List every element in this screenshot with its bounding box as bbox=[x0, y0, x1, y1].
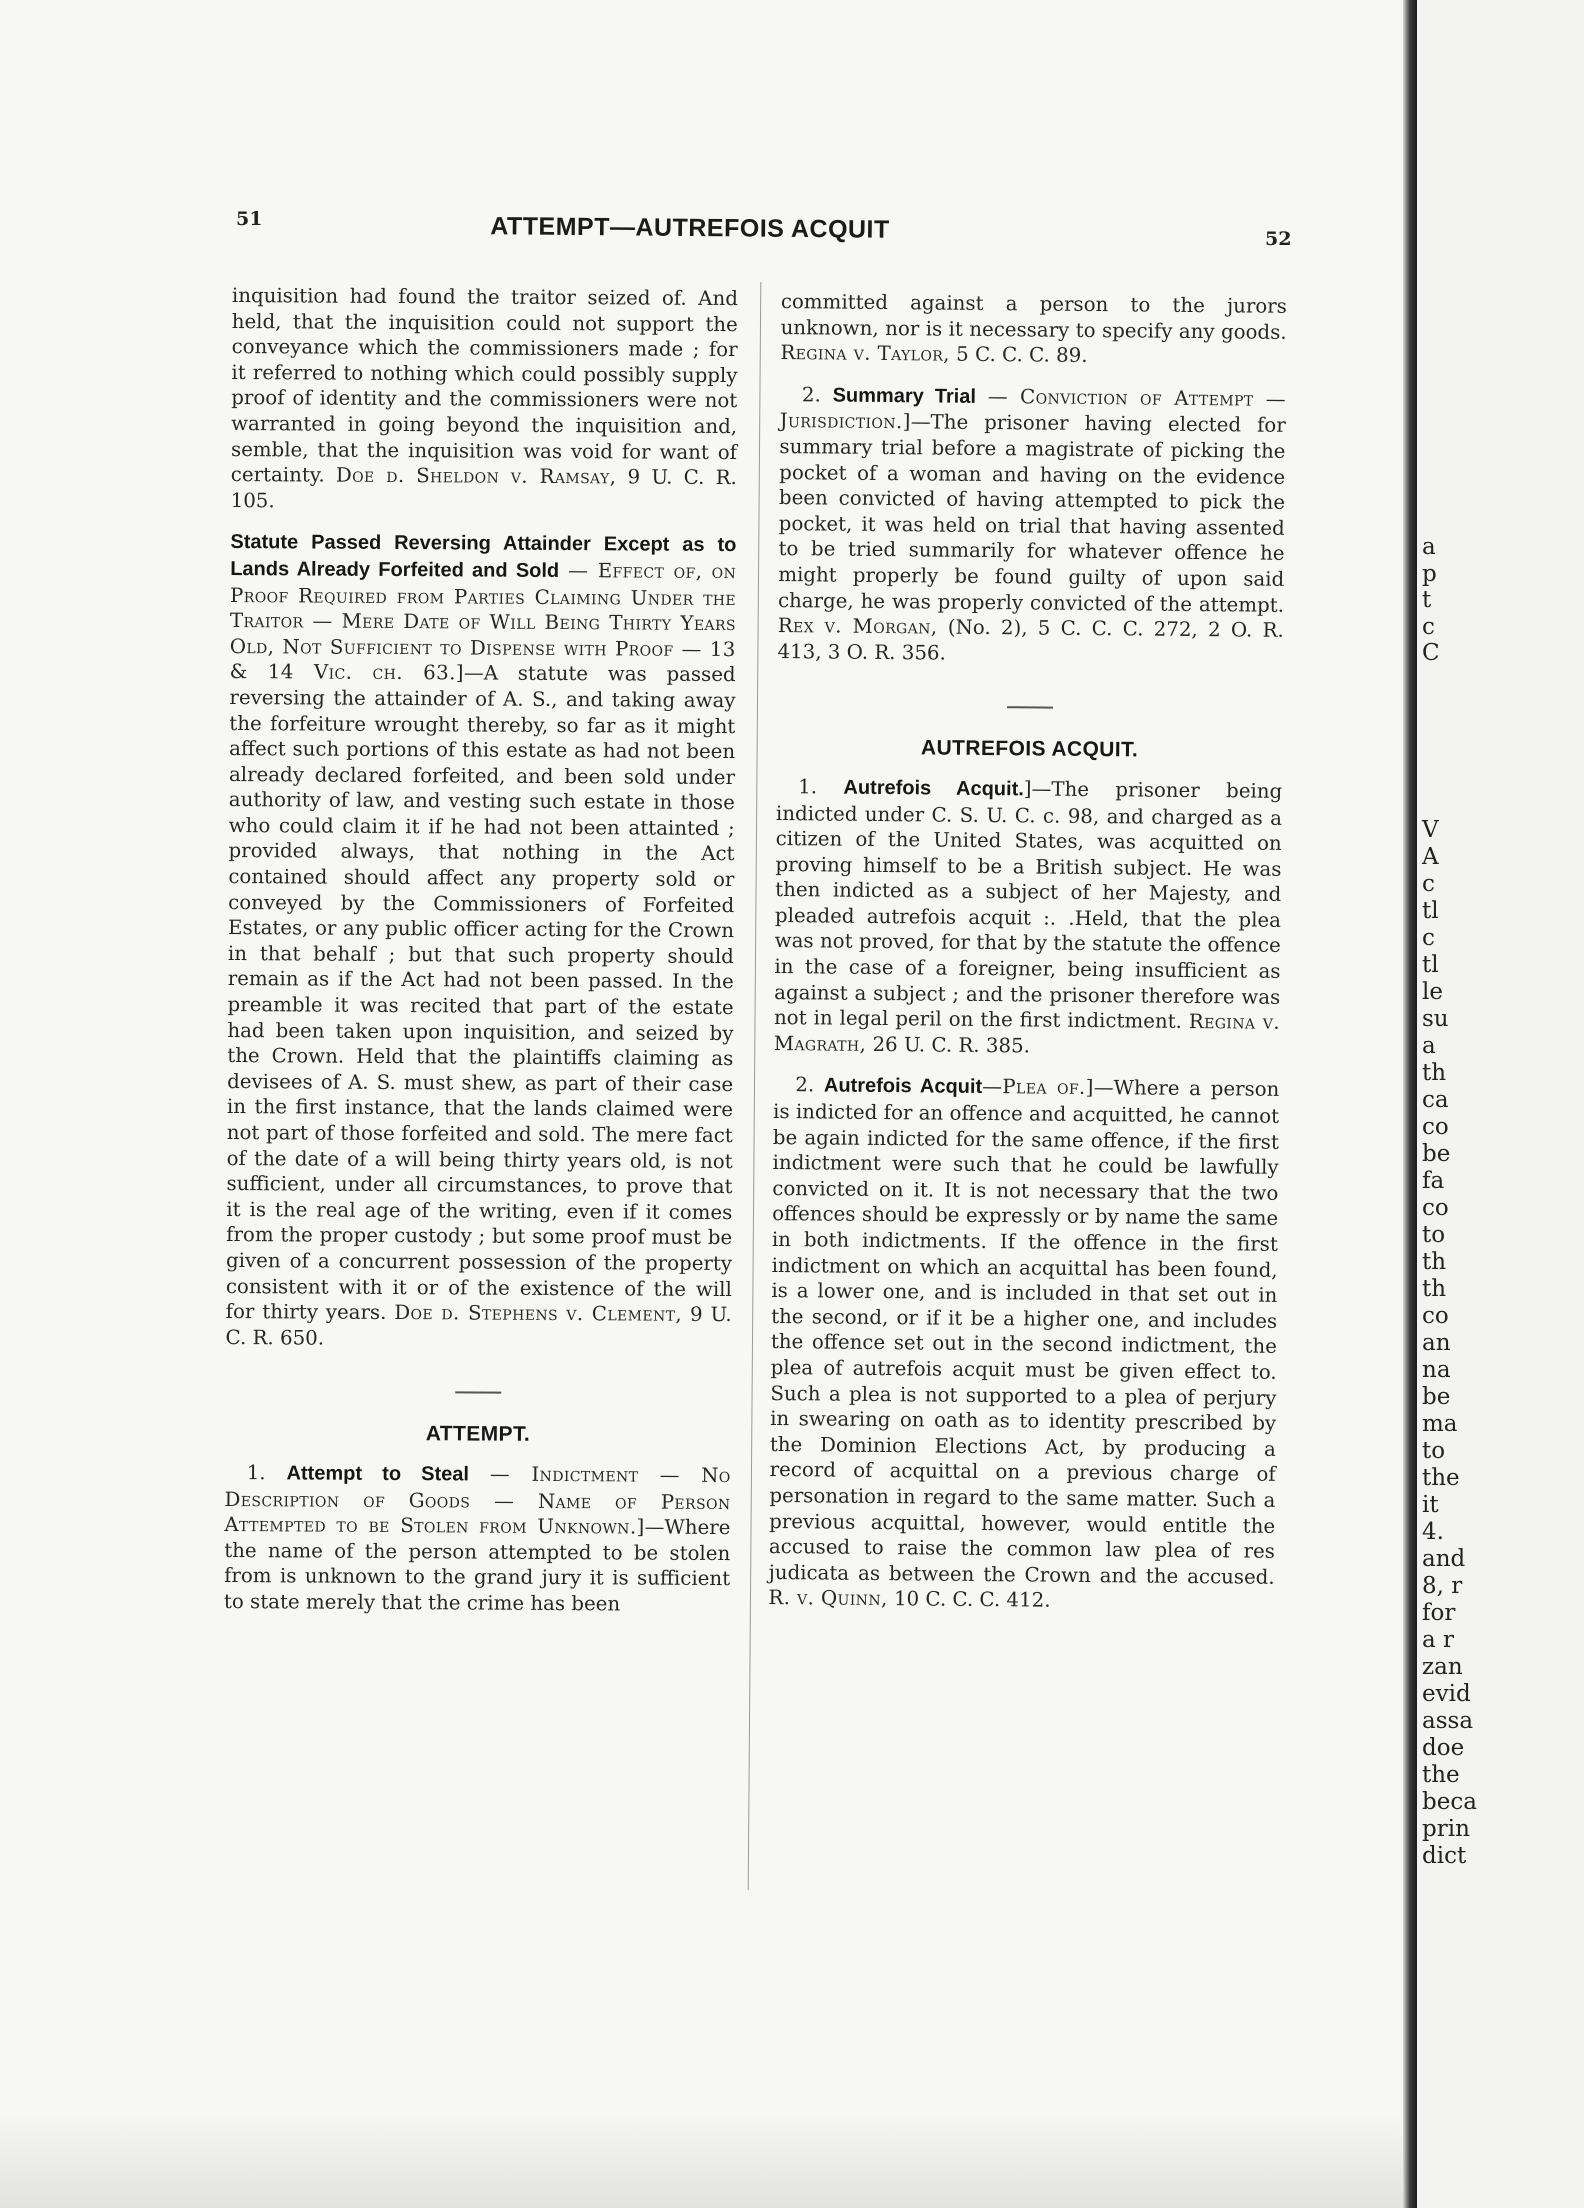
section-divider bbox=[455, 1392, 501, 1394]
case-reference: 26 U. C. R. 385. bbox=[872, 1032, 1031, 1058]
next-page-fragment: and bbox=[1422, 1546, 1466, 1572]
paragraph-number: 2. bbox=[801, 382, 821, 407]
next-page-fragment: p bbox=[1422, 560, 1437, 587]
next-page-fragment: A bbox=[1422, 844, 1439, 870]
paragraph-text: —The prisoner having elected for summary trial before a magistrate of picking the pocket of a woman and having on the evidence been convicted of having attempted to pick the pocket, it was held on trial that having assented to be tried summarily for whatever offence he might properly be found guilty of upon said charge, he was properly convicted of the attempt. bbox=[777, 410, 1286, 617]
paragraph-attempt-to-steal bbox=[224, 1460, 731, 1618]
next-page-fragment: for bbox=[1422, 1600, 1456, 1626]
paragraph-text: inquisition had found the traitor seized of. And held, that the inquisition could not support the conveyance which the commissioners made ; for it referred to nothing which could possibly supply proof of identity and the commissioners were not warranted in going beyond the inquisition and, semble, that the inquisition was void for want of certainty. bbox=[230, 283, 738, 487]
next-page-fragment: 8, r bbox=[1422, 1573, 1463, 1599]
case-reference: (No. 2), 5 C. C. C. 272, 2 O. R. 413, 3 O. R. 356. bbox=[777, 615, 1284, 665]
case-citation: R. v. Quinn, bbox=[768, 1586, 888, 1611]
next-page-fragment: ca bbox=[1422, 1087, 1449, 1113]
right-column bbox=[768, 289, 1287, 1632]
next-page-edge bbox=[1417, 0, 1584, 2208]
case-citation: Doe d. Sheldon v. Ramsay, bbox=[335, 463, 617, 489]
case-reference: 5 C. C. C. 89. bbox=[956, 342, 1088, 368]
paragraph-text: committed against a person to the jurors unknown, nor is it necessary to specify any goods. bbox=[780, 289, 1287, 344]
paragraph-statute-attainder bbox=[225, 529, 736, 1353]
right-page-number: 52 bbox=[1265, 228, 1292, 250]
paragraph-number: 1. bbox=[246, 1461, 266, 1485]
next-page-fragment: t bbox=[1422, 587, 1432, 613]
next-page-fragment: co bbox=[1422, 1303, 1449, 1329]
paragraph-autrefois-2 bbox=[768, 1072, 1279, 1615]
next-page-fragment: co bbox=[1422, 1195, 1449, 1221]
section-title-attempt: ATTEMPT. bbox=[425, 1422, 531, 1447]
running-head-title: ATTEMPT—AUTREFOIS ACQUIT bbox=[490, 212, 890, 244]
next-page-fragment: su bbox=[1422, 1006, 1449, 1032]
paragraph-heading: Summary Trial bbox=[832, 384, 977, 408]
next-page-fragment: c bbox=[1422, 871, 1435, 897]
left-page-number: 51 bbox=[236, 208, 263, 230]
column-rule bbox=[748, 282, 762, 1890]
next-page-fragment: th bbox=[1422, 1249, 1447, 1275]
paragraph-number: 1. bbox=[798, 775, 818, 799]
paragraph-number: 2. bbox=[795, 1073, 815, 1097]
paragraph-text: ]—The prisoner being indicted under C. S. U. C. c. 98, and charged as a citizen of the United States, was acquitted on proving himself to be a British subject. He was then indicted as a subject of her Majesty, and pleaded autrefois acquit :. .Held, that the plea was not proved, for that by the statute the offence in the case of a foreigner, being insufficient as against a subject ; and the prisoner therefore was not in legal peril on the first indictment. bbox=[773, 777, 1283, 1034]
case-reference: 9 U. C. R. 105. bbox=[230, 465, 737, 513]
paragraph-summary-trial bbox=[777, 382, 1286, 669]
next-page-fragment: be bbox=[1422, 1384, 1451, 1410]
next-page-fragment: tl bbox=[1422, 898, 1439, 924]
paragraph-heading: Statute Passed Reversing Attainder Except as to Lands Already Forfeited and Sold bbox=[230, 531, 737, 582]
next-page-fragment: the bbox=[1422, 1465, 1460, 1491]
case-citation: Regina v. Taylor, bbox=[780, 341, 951, 366]
next-page-fragment: c bbox=[1422, 613, 1435, 640]
next-page-fragment: V bbox=[1422, 817, 1439, 843]
next-page-fragment: co bbox=[1422, 1114, 1449, 1140]
next-page-fragment: na bbox=[1422, 1357, 1451, 1383]
next-page-fragment: tl bbox=[1422, 952, 1439, 978]
next-page-fragment: dict bbox=[1422, 1843, 1467, 1869]
paragraph-subheading: — Indictment — No Description of Goods — Name of Person Attempted to be Stolen from Unknown.] bbox=[224, 1462, 731, 1539]
next-page-fragment: C bbox=[1422, 640, 1440, 666]
next-page-fragment: assa bbox=[1422, 1708, 1474, 1734]
next-page-fragment: c bbox=[1422, 925, 1435, 951]
next-page-fragment: th bbox=[1422, 1276, 1447, 1302]
next-page-fragment: a r bbox=[1422, 1627, 1455, 1653]
next-page-fragment: it bbox=[1422, 1492, 1439, 1518]
next-page-fragment: to bbox=[1422, 1222, 1446, 1248]
next-page-fragment: le bbox=[1422, 979, 1443, 1005]
paragraph-subheading: —Plea of.] bbox=[982, 1075, 1094, 1100]
next-page-fragment: 4. bbox=[1422, 1519, 1444, 1545]
next-page-fragment: the bbox=[1422, 1762, 1460, 1788]
case-citation: Rex v. Morgan, bbox=[777, 614, 938, 639]
next-page-fragment: ma bbox=[1422, 1411, 1458, 1437]
case-citation: Regina v. Magrath, bbox=[773, 1010, 1281, 1056]
paragraph-heading: Attempt to Steal bbox=[286, 1462, 470, 1486]
next-page-fragment: fa bbox=[1422, 1168, 1445, 1194]
next-page-fragment: a bbox=[1422, 534, 1436, 560]
case-citation: Doe d. Stephens v. Clement, bbox=[394, 1301, 683, 1326]
next-page-fragment: prin bbox=[1422, 1816, 1470, 1842]
next-page-fragment: zan bbox=[1422, 1654, 1463, 1680]
paragraph-text: —Where the name of the person attempted to be stolen from is unknown to the grand jury it is sufficient to state merely that the crime has been bbox=[223, 1515, 731, 1616]
case-reference: 10 C. C. C. 412. bbox=[893, 1587, 1051, 1612]
section-title-autrefois: AUTREFOIS ACQUIT. bbox=[920, 736, 1139, 762]
section-divider bbox=[1007, 707, 1053, 709]
paragraph-subheading: — Conviction of Attempt — Jurisdiction.] bbox=[779, 384, 1287, 434]
scan-bottom-shade bbox=[0, 2110, 1404, 2208]
next-page-fragment: doe bbox=[1422, 1735, 1465, 1761]
next-page-fragment: beca bbox=[1422, 1789, 1477, 1815]
paragraph-heading: Autrefois Acquit bbox=[823, 1074, 983, 1099]
paragraph-heading: Autrefois Acquit. bbox=[843, 776, 1024, 801]
next-page-fragment: th bbox=[1422, 1060, 1447, 1086]
case-reference: 9 U. C. R. 650. bbox=[225, 1302, 732, 1350]
paragraph-text: —Where a person is indicted for an offence and acquitted, he cannot be again indicted for the same offence, if the first indictment were such that he could be lawfully convicted on it. It is not necessary that the two offences should be expressly or by name the same in both indictments. If the offence in the first indictment on which an acquittal has been found, is a lower one, and is included in that set out in the second, or if it be a higher one, and includes the offence set out in the second indictment, the plea of autrefois acquit must be given effect to. Such a plea is not supported to a plea of perjury in swearing on oath as to identity prescribed by the Dominion Elections Act, by producing a record of acquittal on a previous charge of personation in regard to the same matter. Such a previous acquittal, however, would entitle the accused to raise the common law plea of res judicata as between the Crown and the accused. bbox=[768, 1076, 1280, 1589]
book-gutter bbox=[1403, 0, 1417, 2208]
next-page-fragment: be bbox=[1422, 1141, 1451, 1167]
paragraph-autrefois-1 bbox=[774, 774, 1283, 1061]
left-column bbox=[224, 283, 738, 1634]
next-page-fragment: evid bbox=[1422, 1681, 1471, 1707]
paragraph-taylor bbox=[780, 289, 1287, 371]
paragraph-sheldon bbox=[231, 283, 738, 516]
next-page-fragment: an bbox=[1422, 1330, 1451, 1356]
paragraph-text: —A statute was passed reversing the attainder of A. S., and taking away the forfeiture wrought thereby, so far as it might affect such portions of this estate as had not been already declared forfeited, and been sold under authority of law, and vesting such estate in those who could claim it if he had not been attainted ; provided always, that nothing in the Act contained should affect any property sold or conveyed by the Commissioners of Forfeited Estates, or any public officer acting for the Crown in that behalf ; but that such property should remain as if the Act had not been passed. In the preamble it was recited that part of the estate had been taken upon inquisition, and seized by the Crown. Held that the plaintiffs claiming as devisees of A. S. must shew, as part of their case in the first instance, that the lands claimed were not part of those forfeited and sold. The mere fact of the date of a will being thirty years old, is not sufficient, under all circumstances, to prove that it is the real age of the writing, even if it comes from the proper custody ; but some proof must be given of a concurrent possession of the property consistent with it or of the existence of the will for thirty years. bbox=[225, 661, 736, 1325]
paragraph-subheading: — Effect of, on Proof Required from Parties Claiming Under the Traitor — Mere Date of Will Being Thirty Years Old, Not Sufficient to Dispense with Proof — 13 & 14 Vic. ch. 63.] bbox=[229, 558, 737, 685]
next-page-fragment: a bbox=[1422, 1033, 1436, 1059]
next-page-fragment: to bbox=[1422, 1438, 1446, 1464]
